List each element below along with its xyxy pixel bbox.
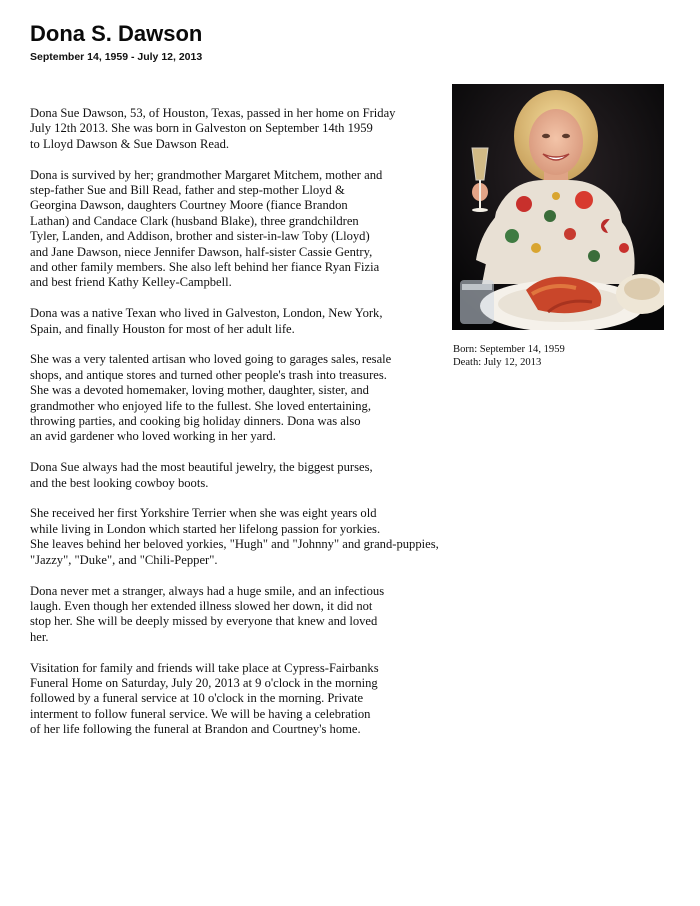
text-line: Visitation for family and friends will take place at Cypress-Fairbanks xyxy=(30,660,379,675)
text-line: Funeral Home on Saturday, July 20, 2013 at 9 o'clock in the morning xyxy=(30,675,378,690)
text-line: and best friend Kathy Kelley-Campbell. xyxy=(30,275,232,290)
paragraph xyxy=(30,168,490,291)
text-line: Tyler, Landen, and Addison, brother and sister-in-law Toby (Lloyd) xyxy=(30,229,370,244)
paragraph xyxy=(30,584,490,646)
text-line: She leaves behind her beloved yorkies, "Hugh" and "Johnny" and grand-puppies, xyxy=(30,537,439,552)
text-line: Dona Sue Dawson, 53, of Houston, Texas, passed in her home on Friday xyxy=(30,106,396,120)
paragraph xyxy=(30,306,490,337)
text-line: Dona never met a stranger, always had a huge smile, and an infectious xyxy=(30,583,385,598)
paragraph xyxy=(30,106,490,152)
life-dates: September 14, 1959 - July 12, 2013 xyxy=(30,51,203,63)
text-line: throwing parties, and cooking big holiday dinners. Dona was also xyxy=(30,414,361,429)
text-line: her. xyxy=(30,629,49,644)
paragraph xyxy=(30,506,490,568)
page-title: Dona S. Dawson xyxy=(30,21,203,46)
text-line: Lathan) and Candace Clark (husband Blake), three grandchildren xyxy=(30,213,359,228)
text-line: She was a very talented artisan who loved going to garages sales, resale xyxy=(30,352,392,367)
text-line: stop her. She will be deeply missed by everyone that knew and loved xyxy=(30,614,378,629)
photo-caption xyxy=(453,343,565,369)
paragraph xyxy=(30,460,490,491)
text-line: while living in London which started her lifelong passion for yorkies. xyxy=(30,521,381,536)
text-line: Dona Sue always had the most beautiful jewelry, the biggest purses, xyxy=(30,460,373,475)
text-line: "Jazzy", "Duke", and "Chili-Pepper". xyxy=(30,552,218,567)
text-line: interment to follow funeral service. We will be having a celebration xyxy=(30,706,371,721)
text-line: and other family members. She also left behind her fiance Ryan Fizia xyxy=(30,260,380,275)
text-line: laugh. Even though her extended illness slowed her down, it did not xyxy=(30,598,373,613)
text-line: Georgina Dawson, daughters Courtney Moore (fiance Brandon xyxy=(30,198,348,213)
text-line: She received her first Yorkshire Terrier when she was eight years old xyxy=(30,506,377,521)
paragraph xyxy=(30,661,490,738)
born-date: Born: September 14, 1959 xyxy=(453,344,565,355)
paragraph xyxy=(30,352,490,444)
text-line: step-father Sue and Bill Read, father and step-mother Lloyd & xyxy=(30,183,345,198)
text-line: followed by a funeral service at 10 o'clock in the morning. Private xyxy=(30,691,364,706)
portrait-photo xyxy=(452,84,664,330)
text-line: and the best looking cowboy boots. xyxy=(30,475,209,490)
text-line: shops, and antique stores and turned other people's trash into treasures. xyxy=(30,367,387,382)
text-line: Dona is survived by her; grandmother Margaret Mitchem, mother and xyxy=(30,167,383,182)
death-date: Death: July 12, 2013 xyxy=(453,357,542,368)
text-line: to Lloyd Dawson & Sue Dawson Read. xyxy=(30,136,230,151)
text-line: Spain, and finally Houston for most of her adult life. xyxy=(30,321,295,336)
text-line: of her life following the funeral at Brandon and Courtney's home. xyxy=(30,722,361,737)
obituary-body xyxy=(30,106,490,753)
text-line: She was a devoted homemaker, loving mother, daughter, sister, and xyxy=(30,383,369,398)
text-line: July 12th 2013. She was born in Galveston on September 14th 1959 xyxy=(30,121,373,136)
text-line: and Jane Dawson, niece Jennifer Dawson, half-sister Cassie Gentry, xyxy=(30,244,373,259)
text-line: an avid gardener who loved working in her yard. xyxy=(30,429,276,444)
text-line: Dona was a native Texan who lived in Galveston, London, New York, xyxy=(30,306,383,321)
text-line: grandmother who enjoyed life to the fullest. She loved entertaining, xyxy=(30,398,371,413)
